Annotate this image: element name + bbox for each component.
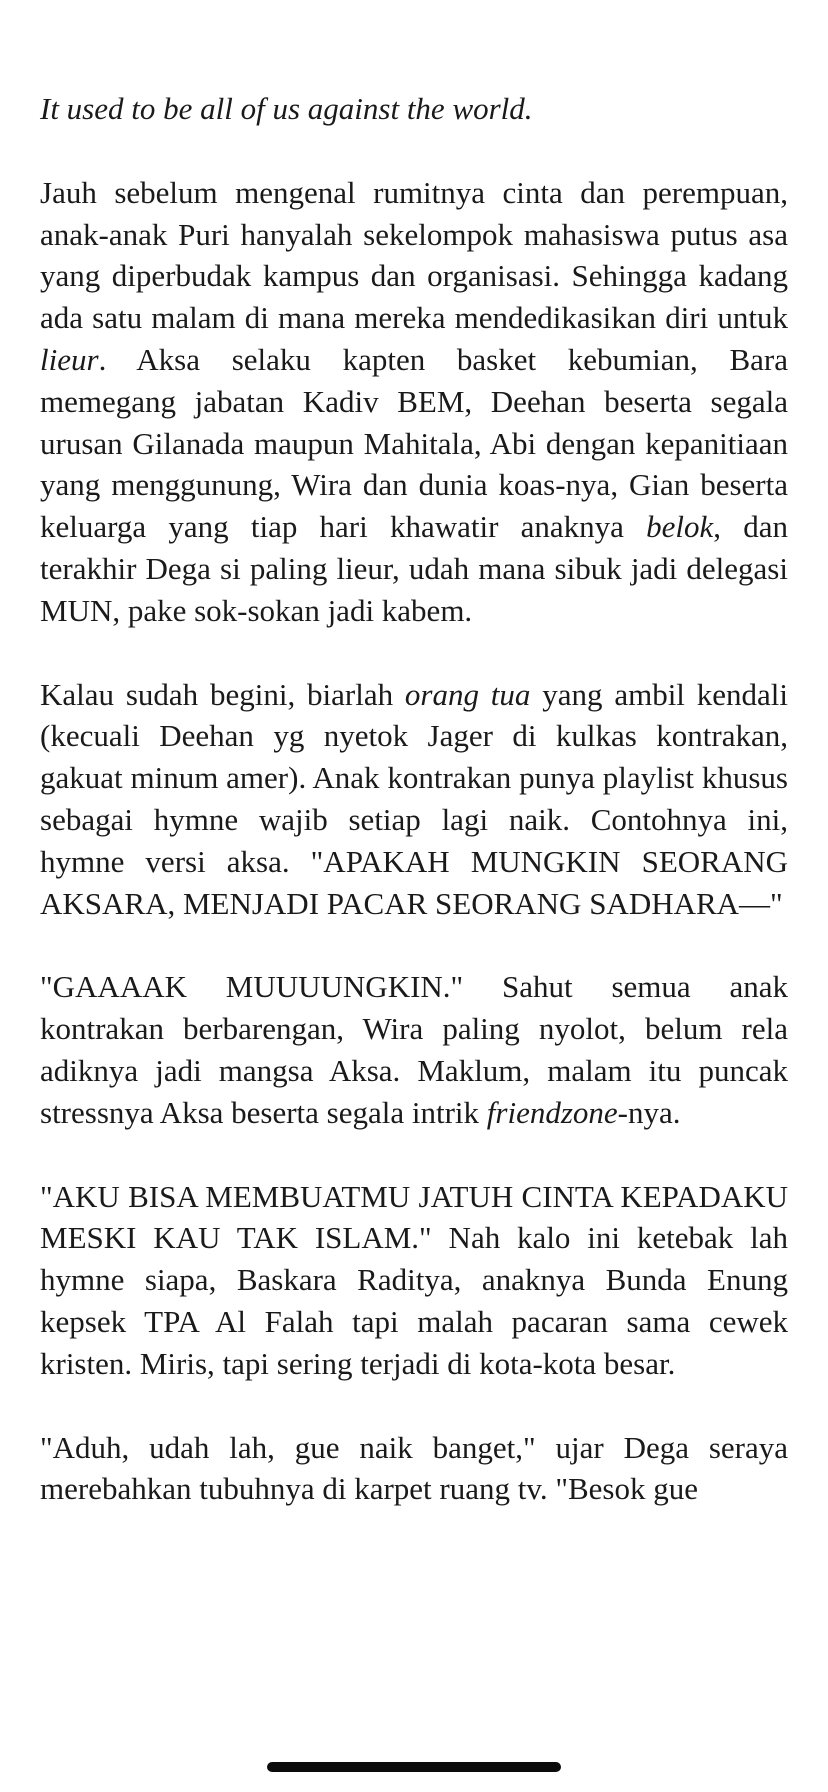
italic-text-run: lieur xyxy=(40,341,99,377)
text-run: , dan terakhir Dega si paling lieur, udah mana sibuk jadi delegasi MUN, pake sok-sokan jadi kabem. xyxy=(40,509,788,628)
paragraph-3 xyxy=(40,966,788,1133)
paragraph-2 xyxy=(40,674,788,925)
text-run: -nya. xyxy=(617,1094,681,1130)
text-run: Jauh sebelum mengenal rumitnya cinta dan perempuan, anak-anak Puri hanyalah sekelompok mahasiswa putus asa yang diperbudak kampus dan organisasi. Sehingga kadang ada satu malam di mana mereka mendedikasikan diri untuk xyxy=(40,174,788,336)
epigraph: It used to be all of us against the world. xyxy=(40,91,533,126)
paragraph-4 xyxy=(40,1176,788,1385)
text-run: . Aksa selaku kapten basket kebumian, Bara memegang jabatan Kadiv BEM, Deehan beserta segala urusan Gilanada maupun Mahitala, Abi dengan kepanitiaan yang menggunung, Wira dan dunia koas-nya, Gian beserta keluarga yang tiap hari khawatir anaknya xyxy=(40,341,788,545)
text-run: "AKU BISA MEMBUATMU JATUH CINTA KEPADAKU MESKI KAU TAK ISLAM." Nah kalo ini ketebak lah hymne siapa, Baskara Raditya, anaknya Bunda Enung kepsek TPA Al Falah tapi malah pacaran sama cewek kristen. Miris, tapi sering terjadi di kota-kota besar. xyxy=(40,1178,788,1381)
reader-page[interactable] xyxy=(40,88,788,1510)
text-run: yang ambil kendali (kecuali Deehan yg nyetok Jager di kulkas kontrakan, gakuat minum amer). Anak kontrakan punya playlist khusus sebagai hymne wajib setiap lagi naik. Contohnya ini, hymne versi aksa. "APAKAH MUNGKIN SEORANG AKSARA, MENJADI PACAR SEORANG SADHARA—" xyxy=(40,676,788,921)
italic-text-run: friendzone xyxy=(486,1094,618,1130)
paragraph-5 xyxy=(40,1427,788,1511)
italic-text-run: orang tua xyxy=(404,676,531,712)
paragraph-1 xyxy=(40,172,788,632)
text-run: "Aduh, udah lah, gue naik banget," ujar Dega seraya merebahkan tubuhnya di karpet ruang tv. "Besok gue xyxy=(40,1429,788,1507)
italic-text-run: belok xyxy=(646,509,714,545)
home-indicator[interactable] xyxy=(267,1762,561,1772)
text-run: Kalau sudah begini, biarlah xyxy=(40,676,405,712)
text-run: "GAAAAK MUUUUNGKIN." Sahut semua anak kontrakan berbarengan, Wira paling nyolot, belum rela adiknya jadi mangsa Aksa. Maklum, malam itu puncak stressnya Aksa beserta segala intrik xyxy=(40,969,788,1130)
